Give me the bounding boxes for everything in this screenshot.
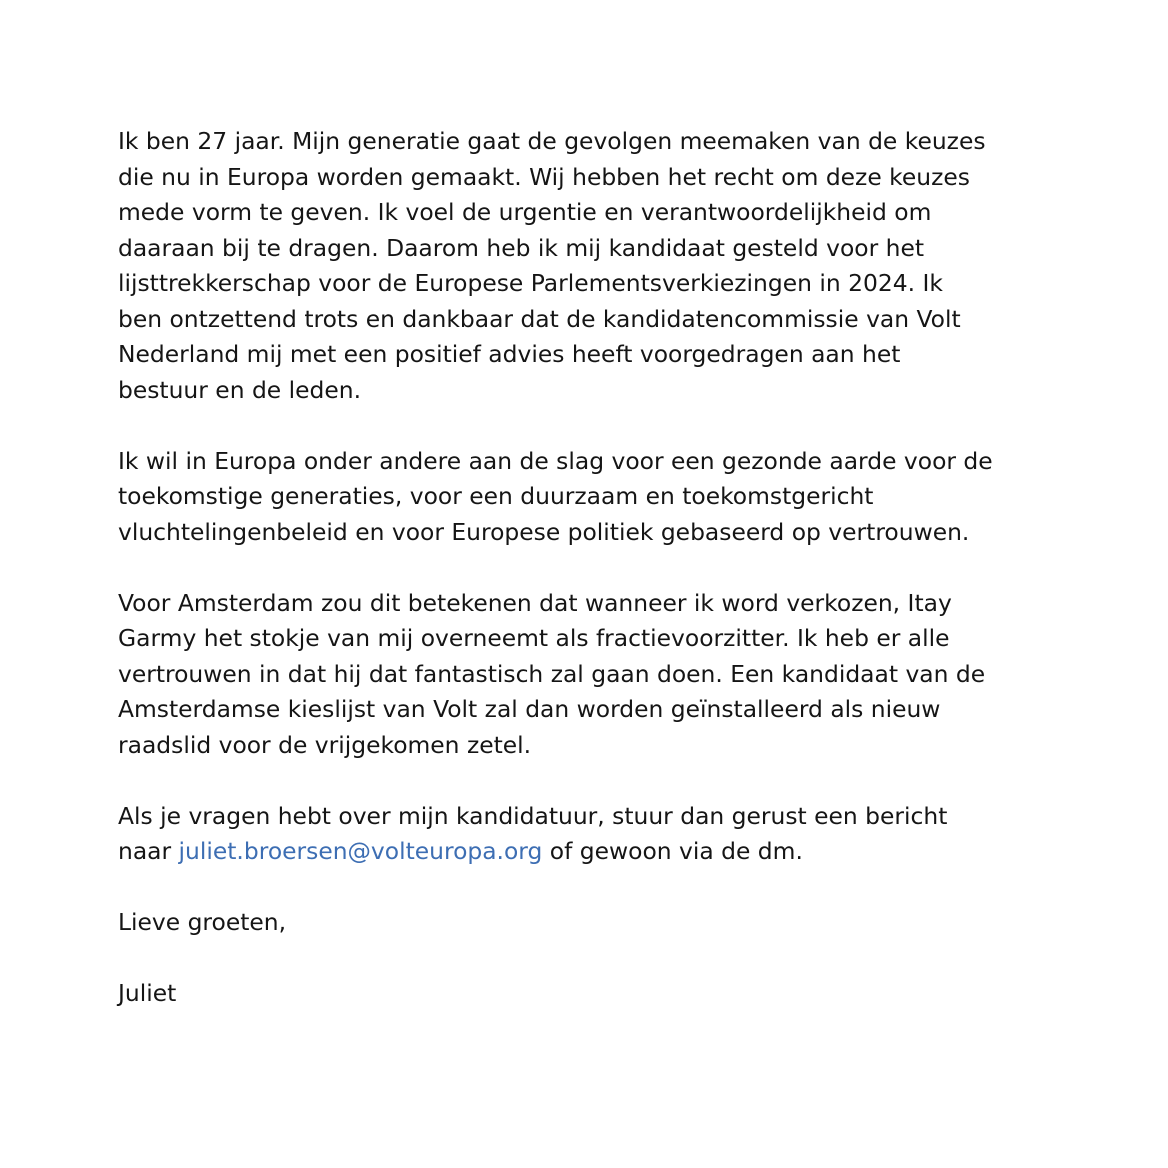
- text-line: Voor Amsterdam zou dit betekenen dat wanneer ik word verkozen, Itay: [118, 588, 952, 617]
- signature: [118, 976, 1058, 1012]
- closing-text: Lieve groeten,: [118, 908, 287, 936]
- paragraph-intro: [118, 124, 1058, 408]
- text-line: raadslid voor de vrijgekomen zetel.: [118, 730, 532, 759]
- text-line: lijsttrekkerschap voor de Europese Parlementsverkiezingen in 2024. Ik: [118, 269, 943, 297]
- text-line: Ik ben 27 jaar. Mijn generatie gaat de gevolgen meemaken van de keuzes: [118, 127, 986, 155]
- text-line: Garmy het stokje van mij overneemt als fractievoorzitter. Ik heb er alle: [118, 624, 950, 652]
- text-line: bestuur en de leden.: [118, 375, 362, 404]
- text-line: die nu in Europa worden gemaakt. Wij hebben het recht om deze keuzes: [118, 162, 970, 191]
- contact-line: [118, 834, 1058, 870]
- text-line: toekomstige generaties, voor een duurzaam en toekomstgericht: [118, 482, 874, 510]
- contact-suffix: of gewoon via de dm.: [542, 837, 803, 865]
- text-line: vluchtelingenbeleid en voor Europese politiek gebaseerd op vertrouwen.: [118, 517, 970, 546]
- text-line: Nederland mij met een positief advies heeft voorgedragen aan het: [118, 340, 901, 368]
- closing-greeting: [118, 905, 1058, 941]
- email-link[interactable]: juliet.broersen@volteuropa.org: [178, 837, 543, 865]
- paragraph-amsterdam: [118, 586, 1058, 764]
- paragraph-europe-goals: [118, 444, 1058, 551]
- letter-body: [118, 124, 1058, 1047]
- paragraph-contact: [118, 799, 1058, 870]
- signature-name: Juliet: [118, 979, 177, 1007]
- text-line: mede vorm te geven. Ik voel de urgentie en verantwoordelijkheid om: [118, 198, 932, 226]
- contact-prefix: naar: [118, 837, 179, 865]
- text-line: Als je vragen hebt over mijn kandidatuur, stuur dan gerust een bericht: [118, 801, 948, 830]
- text-line: Amsterdamse kieslijst van Volt zal dan worden geïnstalleerd als nieuw: [118, 695, 941, 723]
- text-line: vertrouwen in dat hij dat fantastisch zal gaan doen. Een kandidaat van de: [118, 659, 986, 688]
- text-line: daaraan bij te dragen. Daarom heb ik mij kandidaat gesteld voor het: [118, 233, 925, 262]
- text-line: ben ontzettend trots en dankbaar dat de kandidatencommissie van Volt: [118, 304, 961, 333]
- text-line: Ik wil in Europa onder andere aan de slag voor een gezonde aarde voor de: [118, 446, 993, 475]
